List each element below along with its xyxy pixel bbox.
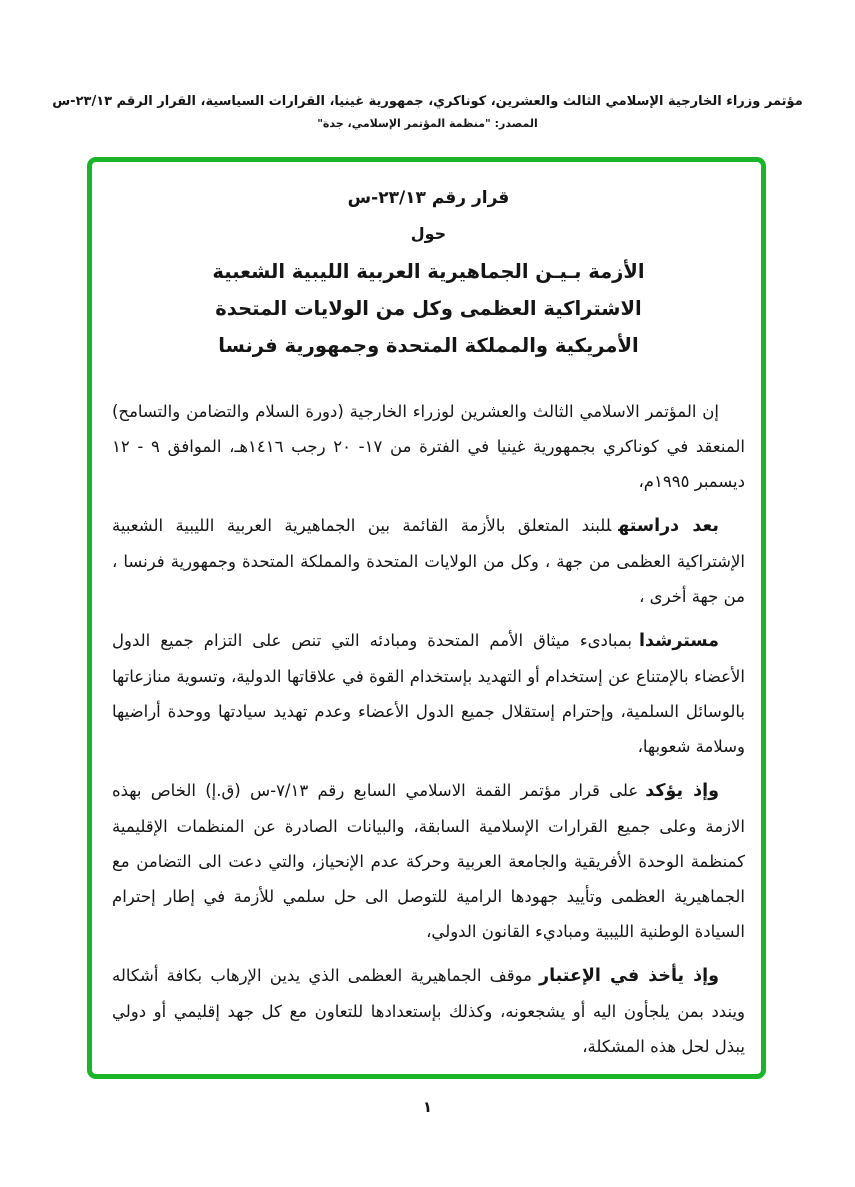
paragraph-text: إن المؤتمر الاسلامي الثالث والعشرين لوزراء الخارجية (دورة السلام والتضامن والتسامح) المنعقد في كوناكري بجمهورية غينيا في الفترة من ١٧- ٢٠ رجب ١٤١٦هـ، الموافق ٩ - ١٢ ديسمبر ١٩٩٥م، [112,402,745,491]
paragraph-preamble [112,394,745,499]
paragraph-lead: وإذ يؤكد [645,781,720,801]
resolution-title-block [112,188,745,364]
paragraph-text: للبند المتعلق بالأزمة القائمة بين الجماهيرية العربية الليبية الشعبية الإشتراكية العظمى من جهة ، وكل من الولايات المتحدة والمملكة المتحدة وجمهورية فرنسا ، من جهة أخرى ، [112,516,745,606]
resolution-highlight-box [87,157,766,1079]
header-source: المصدر: "منظمة المؤتمر الإسلامي، جدة" [317,117,538,130]
paragraph-lead: وإذ يأخذ في الإعتبار [539,966,720,986]
paragraph-guided-by [112,623,745,764]
resolution-subject-line: الأمريكية والمملكة المتحدة وجمهورية فرنسا [218,334,639,357]
header-citation: مؤتمر وزراء الخارجية الإسلامي الثالث والعشرين، كوناكري، جمهورية غينيا، القرارات السياسية، القرار الرقم ٢٣/١٣-س [52,94,803,109]
paragraph-text: موقف الجماهيرية العظمى الذي يدين الإرهاب بكافة أشكاله ويندد بمن يلجأون اليه أو يشجعونه، وكذلك بإستعدادها للتعاون مع كل جهد إقليمي أو دولي يبذل لحل هذه المشكلة، [112,966,745,1056]
page-number: ١ [422,1098,433,1116]
paragraph-text: على قرار مؤتمر القمة الاسلامي السابع رقم ٧/١٣-س (ق.إ) الخاص بهذه الازمة وعلى جميع القرارات الإسلامية السابقة، والبيانات الصادرة عن المنظمات الإقليمية كمنظمة الوحدة الأفريقية والجامعة العربية وحركة عدم الإنحياز، والتي دعت الى التضامن مع الجماهيرية العظمى وتأييد جهودها الرامية للتوصل الى حل سلمي للأزمة في إطار إحترام السيادة الوطنية الليبية ومباديء القانون الدولي، [112,781,745,941]
document-header [0,94,855,130]
paragraph-taking-into-account [112,958,745,1064]
resolution-about: حول [410,224,447,243]
resolution-subject-line: الاشتراكية العظمى وكل من الولايات المتحدة [215,297,642,320]
resolution-subject-line: الأزمة بـيـن الجماهيرية العربية الليبية الشعبية [212,260,645,283]
paragraph-reaffirming [112,773,745,949]
paragraph-text: بمبادىء ميثاق الأمم المتحدة ومبادئه التي تنص على التزام جميع الدول الأعضاء بالإمتناع عن إستخدام أو التهديد بإستخدام القوة في علاقاتها الدولية، وتسوية منازعاتها بالوسائل السلمية، وإحترام إستقلال جميع الدول الأعضاء وعدم تهديد سيادتها ووحدة أراضيها وسلامة شعوبها، [112,631,745,756]
paragraph-having-studied [112,508,745,614]
paragraph-lead: مسترشدا [639,631,719,651]
resolution-number: قرار رقم ٢٣/١٣-س [347,188,510,208]
paragraph-lead: بعد دراسته [618,516,719,536]
